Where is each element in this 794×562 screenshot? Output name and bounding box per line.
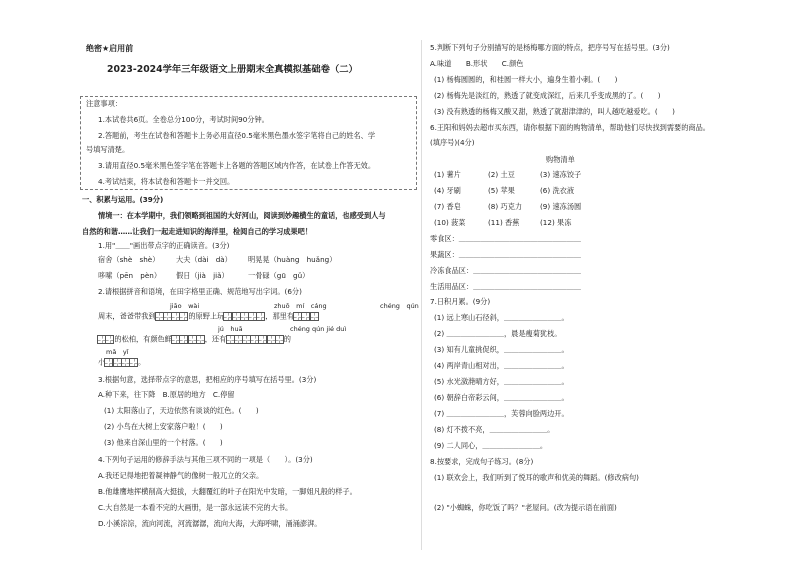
notice-item: 号填写清楚。 [86,145,130,154]
q5-item: (1) 杨梅圆圆的，和桂圆一样大小，遍身生着小刺。( ) [434,75,618,84]
answer-cells[interactable] [105,358,138,367]
q7-item[interactable]: (1) 远上寒山石径斜，＿＿＿＿＿＿＿＿。 [434,313,569,322]
q2-text-a: 的松柏，有颜色鲜 [114,334,172,344]
answer-cells[interactable] [226,335,283,344]
notice-item: 1.本试卷共6页。全卷总分100分，考试时间90分钟。 [98,115,269,124]
q1-option: 明晃晃（huàng huǎng） [248,255,337,264]
q2-text-c: 的 [283,334,291,344]
q7-item[interactable]: (8) 灯不拨不亮，＿＿＿＿＿＿＿＿。 [434,425,555,434]
list-item: (11) 香蕉 [488,218,520,227]
pinyin: chéng qún [380,302,419,310]
q3-options: A.种下来，往下降 B.原居的地方 C.停留 [98,390,235,399]
section1-intro: 情境一：在本学期中，我们领略到祖国的大好河山，阅读到妙趣横生的童话，也感受到人与 [98,211,386,220]
secret-label: 绝密★启用前 [86,44,134,53]
zone-produce[interactable]: 果蔬区：＿＿＿＿＿＿＿＿＿＿＿＿＿＿＿＿＿ [430,250,581,259]
q7-item[interactable]: (5) 水光潋滟晴方好，＿＿＿＿＿＿＿＿。 [434,377,569,386]
list-item: (1) 薯片 [434,170,461,179]
list-item: (3) 速冻饺子 [540,170,582,179]
q3-item: (3) 他来自深山里的一个村落。( ) [104,438,223,447]
q2-text [98,358,145,367]
q1-option: 大夫（dài dà） [176,255,232,264]
list-item: (8) 巧克力 [488,202,523,211]
question-8: 8.按要求，完成句子练习。(8分) [430,457,534,466]
q4-option: B.他雄鹰地挥横削高大挺拔，大翻覆红的叶子在阳光中发暗，一脚姐凡般的样子。 [98,487,357,496]
list-item: (5) 苹果 [488,186,515,195]
question-6-cont: (填序号)(4分) [430,138,475,147]
q7-item[interactable]: (2) ＿＿＿＿＿＿＿＿，晨是瘦菊犹枝。 [434,329,562,338]
answer-cells[interactable] [98,335,114,344]
section1-title: 一、积累与运用。(39分) [82,195,164,204]
q1-option: 宿舍（shè shè） [98,255,160,264]
q3-item: (2) 小鸟在大树上安家落户啦！( ) [104,422,223,431]
q7-item[interactable]: (3) 知有儿童挑促织，＿＿＿＿＿＿＿＿。 [434,345,569,354]
notice-title: 注意事项： [86,99,122,108]
list-item: (2) 土豆 [488,170,515,179]
notice-box [80,96,417,190]
question-3: 3.根据句意，选择带点字的意思，把相应的序号填写在括号里。(3分) [98,375,317,384]
q1-option: 假日（jià jiǎ） [176,271,229,280]
q2-text-b: 的原野上玩 [188,311,225,321]
answer-cells[interactable] [172,335,205,344]
q8-item: (1) 联欢会上，我们听到了悦耳的歌声和优美的舞蹈。(修改病句) [434,473,639,482]
q5-options: A.味道 B.形状 C.颜色 [430,59,524,68]
pinyin: chéng qún jié duì [290,325,347,333]
zone-snacks[interactable]: 零食区：＿＿＿＿＿＿＿＿＿＿＿＿＿＿＿＿＿ [430,234,581,243]
exam-title: 2023-2024学年三年级语文上册期末全真模拟基础卷（二） [107,64,358,75]
q2-text-b: 。 [138,357,146,367]
pinyin: mǎ yǐ [106,348,129,356]
q1-option: 哆嗦（pēn pèn） [98,271,162,280]
question-4: 4.下列句子运用的修辞手法与其他三项不同的一项是（ ）。(3分) [98,455,313,464]
shopping-list-title: 购物清单 [546,155,575,164]
notice-item: 3.请用直径0.5毫米黑色签字笔在答题卡上各题的答题区域内作答，在试卷上作答无效。 [98,161,376,170]
list-item: (6) 洗衣液 [540,186,575,195]
q2-text-a: 小 [98,357,106,367]
pinyin: jú huā [218,325,243,333]
question-1: 1.用"＿＿"画出带点字的正确读音。(3分) [98,241,230,250]
question-7: 7.日积月累。(9分) [430,297,491,306]
q5-item: (2) 杨梅先是淡红的，熟透了就变成深红，后来几乎变成黑的了。( ) [434,91,661,100]
question-6: 6.王阳和妈妈去超市买东西，请你根据下面的购物清单，帮助他们尽快找到需要的商品。 [430,123,710,132]
q4-option: C.大自然是一本看不完的大画册，是一部永远读不完的大书。 [98,503,293,512]
list-item: (10) 菠菜 [434,218,466,227]
q7-item[interactable]: (4) 两岸青山相对出，＿＿＿＿＿＿＿＿。 [434,361,569,370]
question-5: 5.判断下列句子分别描写的是杨梅哪方面的特点，把序号写在括号里。(3分) [430,43,670,52]
q2-text-b: ，还有 [204,334,227,344]
notice-item: 2.答题前，考生在试卷和答题卡上务必用直径0.5毫米黑色墨水签字笔将自己的姓名、学 [98,131,376,140]
answer-cells[interactable] [224,312,265,321]
list-item: (4) 牙刷 [434,186,461,195]
q5-item: (3) 没有熟透的杨梅又酸又甜，熟透了就甜津津的，叫人越吃越爱吃。( ) [434,107,675,116]
section1-intro: 自然的和谐……让我们一起走进知识的海洋里，检阅自己的学习成果吧！ [82,227,313,236]
q7-item[interactable]: (7) ＿＿＿＿＿＿＿＿，芙蓉向脸两边开。 [434,409,569,418]
pinyin: zhuō mí cáng [274,302,327,310]
q2-text-a: 周末，爸爸带我到 [98,311,156,321]
list-item: (12) 果冻 [540,218,572,227]
zone-frozen[interactable]: 冷冻食品区：＿＿＿＿＿＿＿＿＿＿＿＿＿＿＿ [430,266,581,275]
q7-item[interactable]: (6) 朝辞白帝彩云间，＿＿＿＿＿＿＿＿。 [434,393,569,402]
q4-option: A.我还记得地把着凝神静气的像树一般兀立的父亲。 [98,471,264,480]
list-item: (9) 速冻汤圆 [540,202,582,211]
q2-text [98,335,291,344]
answer-cells[interactable] [156,312,189,321]
answer-cells[interactable] [294,312,319,321]
question-2: 2.请根据拼音和语境，在田字格里正确、规范地写出字词。(6分) [98,287,302,296]
q7-item[interactable]: (9) 二人同心，＿＿＿＿＿＿＿＿。 [434,441,548,450]
pinyin: jiāo wài [170,302,200,310]
list-item: (7) 香皂 [434,202,461,211]
q2-text [98,312,319,321]
q1-option: 一骨碌（gū gǔ） [248,271,310,280]
q2-text-c: ，那里有 [265,311,295,321]
q4-option: D.小溪淙淙，流向河流，河流潺潺，流向大海，大海呼啸，涌涌澎湃。 [98,519,322,528]
q8-item: (2) "小蜘蛛，你吃饭了吗？"老屋问。(改为提示语在前面) [434,503,617,512]
column-divider [421,40,422,550]
q3-item: (1) 太阳落山了，天边依然有谈谈的红色。( ) [104,406,259,415]
zone-daily[interactable]: 生活用品区：＿＿＿＿＿＿＿＿＿＿＿＿＿＿＿ [430,282,581,291]
notice-item: 4.考试结束，将本试卷和答题卡一并交回。 [98,177,235,186]
